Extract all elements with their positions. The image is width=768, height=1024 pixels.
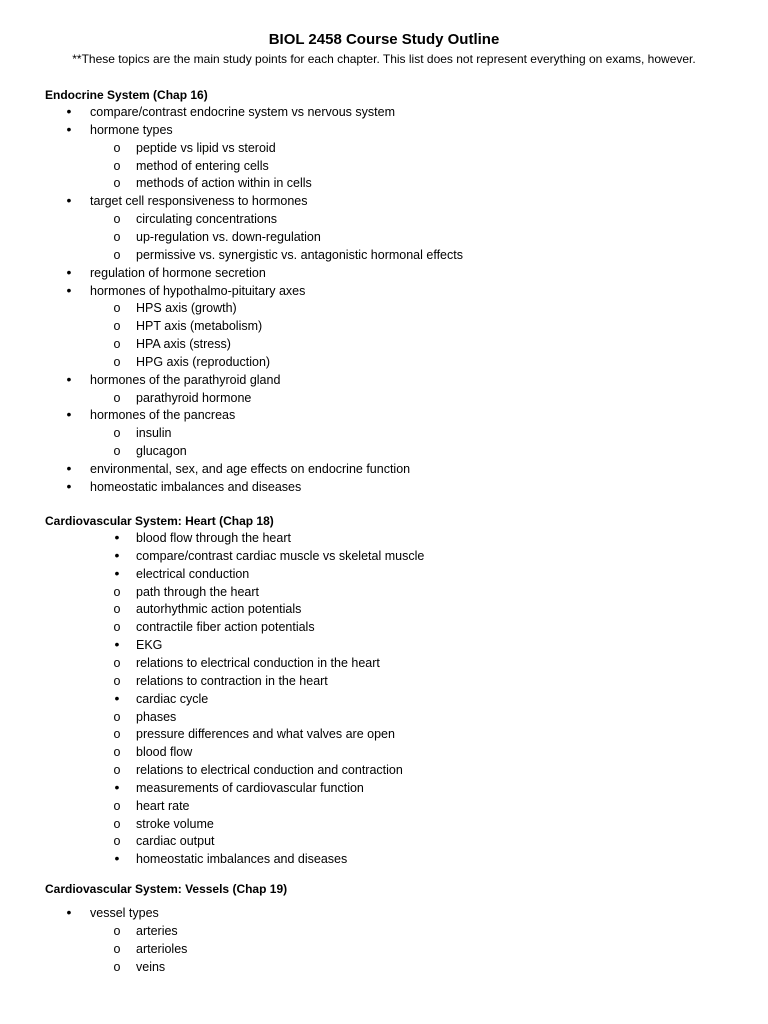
list-item-text: environmental, sex, and age effects on endocrine function bbox=[90, 462, 411, 476]
list-item-text: hormones of the parathyroid gland bbox=[90, 372, 281, 387]
list-item-text: regulation of hormone secretion bbox=[90, 265, 266, 280]
list-item-text: path through the heart bbox=[136, 584, 260, 599]
circle-marker: o bbox=[113, 655, 121, 670]
bullet-marker: • bbox=[66, 281, 72, 298]
circle-marker: o bbox=[113, 319, 121, 334]
circle-marker: o bbox=[113, 354, 121, 369]
list-item-text: relations to contraction in the heart bbox=[136, 673, 328, 688]
circle-marker: o bbox=[113, 816, 121, 831]
document-subtitle: **These topics are the main study points for each chapter. This list does not represent everything on exams, however. bbox=[72, 52, 696, 66]
list-item-text: blood flow bbox=[136, 745, 193, 760]
circle-marker: o bbox=[113, 212, 121, 227]
bullet-marker: • bbox=[114, 636, 120, 653]
circle-marker: o bbox=[113, 620, 121, 635]
list-item-text: contractile fiber action potentials bbox=[136, 620, 315, 635]
list-item-text: parathyroid hormone bbox=[136, 390, 252, 405]
bullet-marker: • bbox=[114, 529, 120, 545]
list-item-text: heart rate bbox=[136, 798, 190, 813]
circle-marker: o bbox=[113, 140, 121, 155]
list-item-text: glucagon bbox=[136, 444, 187, 459]
bullet-marker: • bbox=[66, 406, 72, 423]
list-item-text: method of entering cells bbox=[136, 158, 269, 173]
circle-marker: o bbox=[113, 798, 121, 813]
bullet-marker: • bbox=[114, 546, 120, 563]
section-heading: Cardiovascular System: Heart (Chap 18) bbox=[45, 514, 274, 528]
circle-marker: o bbox=[113, 763, 121, 778]
list-item-text: methods of action within in cells bbox=[136, 176, 312, 191]
section-heading: Endocrine System (Chap 16) bbox=[45, 88, 208, 102]
circle-marker: o bbox=[113, 584, 121, 599]
list-item-text: compare/contrast cardiac muscle vs skeletal muscle bbox=[136, 548, 425, 563]
list-item-text: pressure differences and what valves are open bbox=[136, 727, 395, 742]
list-item-text: target cell responsiveness to hormones bbox=[90, 194, 308, 209]
circle-marker: o bbox=[113, 426, 121, 441]
circle-marker: o bbox=[113, 924, 121, 938]
circle-marker: o bbox=[113, 337, 121, 352]
circle-marker: o bbox=[113, 745, 121, 760]
list-item-text: HPA axis (stress) bbox=[136, 337, 231, 352]
list-item-text: cardiac output bbox=[136, 834, 215, 849]
circle-marker: o bbox=[113, 709, 121, 724]
bullet-marker: • bbox=[114, 689, 120, 706]
bullet-marker: • bbox=[114, 778, 120, 795]
bullet-marker: • bbox=[66, 120, 72, 137]
list-item-text: arteries bbox=[136, 924, 178, 938]
list-item-text: stroke volume bbox=[136, 816, 214, 831]
list-item-text: hormone types bbox=[90, 122, 173, 137]
bullet-marker: • bbox=[114, 564, 120, 581]
list-item-text: circulating concentrations bbox=[136, 212, 278, 227]
list-item-text: homeostatic imbalances and diseases bbox=[136, 852, 348, 867]
circle-marker: o bbox=[113, 229, 121, 244]
circle-marker: o bbox=[113, 673, 121, 688]
bullet-marker: • bbox=[114, 850, 120, 867]
list-item-text: hormones of hypothalmo-pituitary axes bbox=[90, 283, 306, 298]
list-item-text: peptide vs lipid vs steroid bbox=[136, 140, 276, 155]
circle-marker: o bbox=[113, 834, 121, 849]
circle-marker: o bbox=[113, 301, 121, 316]
list-item-text: relations to electrical conduction and contraction bbox=[136, 763, 403, 778]
list-item-text: vessel types bbox=[90, 906, 159, 920]
list-item-text: HPT axis (metabolism) bbox=[136, 319, 263, 334]
bullet-marker: • bbox=[66, 460, 72, 476]
bullet-marker: • bbox=[66, 192, 72, 209]
list-item-text: compare/contrast endocrine system vs nervous system bbox=[90, 105, 395, 119]
bullet-marker: • bbox=[66, 477, 72, 494]
list-item-text: homeostatic imbalances and diseases bbox=[90, 479, 302, 494]
bullet-marker: • bbox=[66, 904, 72, 920]
list-item-text: EKG bbox=[136, 638, 163, 653]
list-item-text: arterioles bbox=[136, 942, 188, 956]
circle-marker: o bbox=[113, 158, 121, 173]
section-heading: Cardiovascular System: Vessels (Chap 19) bbox=[45, 882, 288, 896]
list-item-text: autorhythmic action potentials bbox=[136, 602, 302, 617]
bullet-marker: • bbox=[66, 370, 72, 387]
list-item-text: permissive vs. synergistic vs. antagonistic hormonal effects bbox=[136, 247, 463, 262]
circle-marker: o bbox=[113, 602, 121, 617]
circle-marker: o bbox=[113, 390, 121, 405]
bullet-marker: • bbox=[66, 103, 72, 119]
list-item-text: HPS axis (growth) bbox=[136, 301, 237, 316]
circle-marker: o bbox=[113, 444, 121, 459]
list-item-text: relations to electrical conduction in the heart bbox=[136, 655, 380, 670]
list-item-text: measurements of cardiovascular function bbox=[136, 780, 364, 795]
list-item-text: insulin bbox=[136, 426, 172, 441]
circle-marker: o bbox=[113, 176, 121, 191]
list-item-text: hormones of the pancreas bbox=[90, 408, 236, 423]
bullet-marker: • bbox=[66, 263, 72, 280]
list-item-text: HPG axis (reproduction) bbox=[136, 354, 271, 369]
list-item-text: phases bbox=[136, 709, 177, 724]
list-item-text: up-regulation vs. down-regulation bbox=[136, 229, 321, 244]
circle-marker: o bbox=[113, 942, 121, 956]
list-item-text: blood flow through the heart bbox=[136, 531, 291, 545]
list-item-text: cardiac cycle bbox=[136, 691, 209, 706]
list-item-text: electrical conduction bbox=[136, 566, 250, 581]
circle-marker: o bbox=[113, 727, 121, 742]
list-item-text: veins bbox=[136, 960, 166, 974]
document-title: BIOL 2458 Course Study Outline bbox=[268, 31, 500, 48]
circle-marker: o bbox=[113, 960, 121, 974]
circle-marker: o bbox=[113, 247, 121, 262]
